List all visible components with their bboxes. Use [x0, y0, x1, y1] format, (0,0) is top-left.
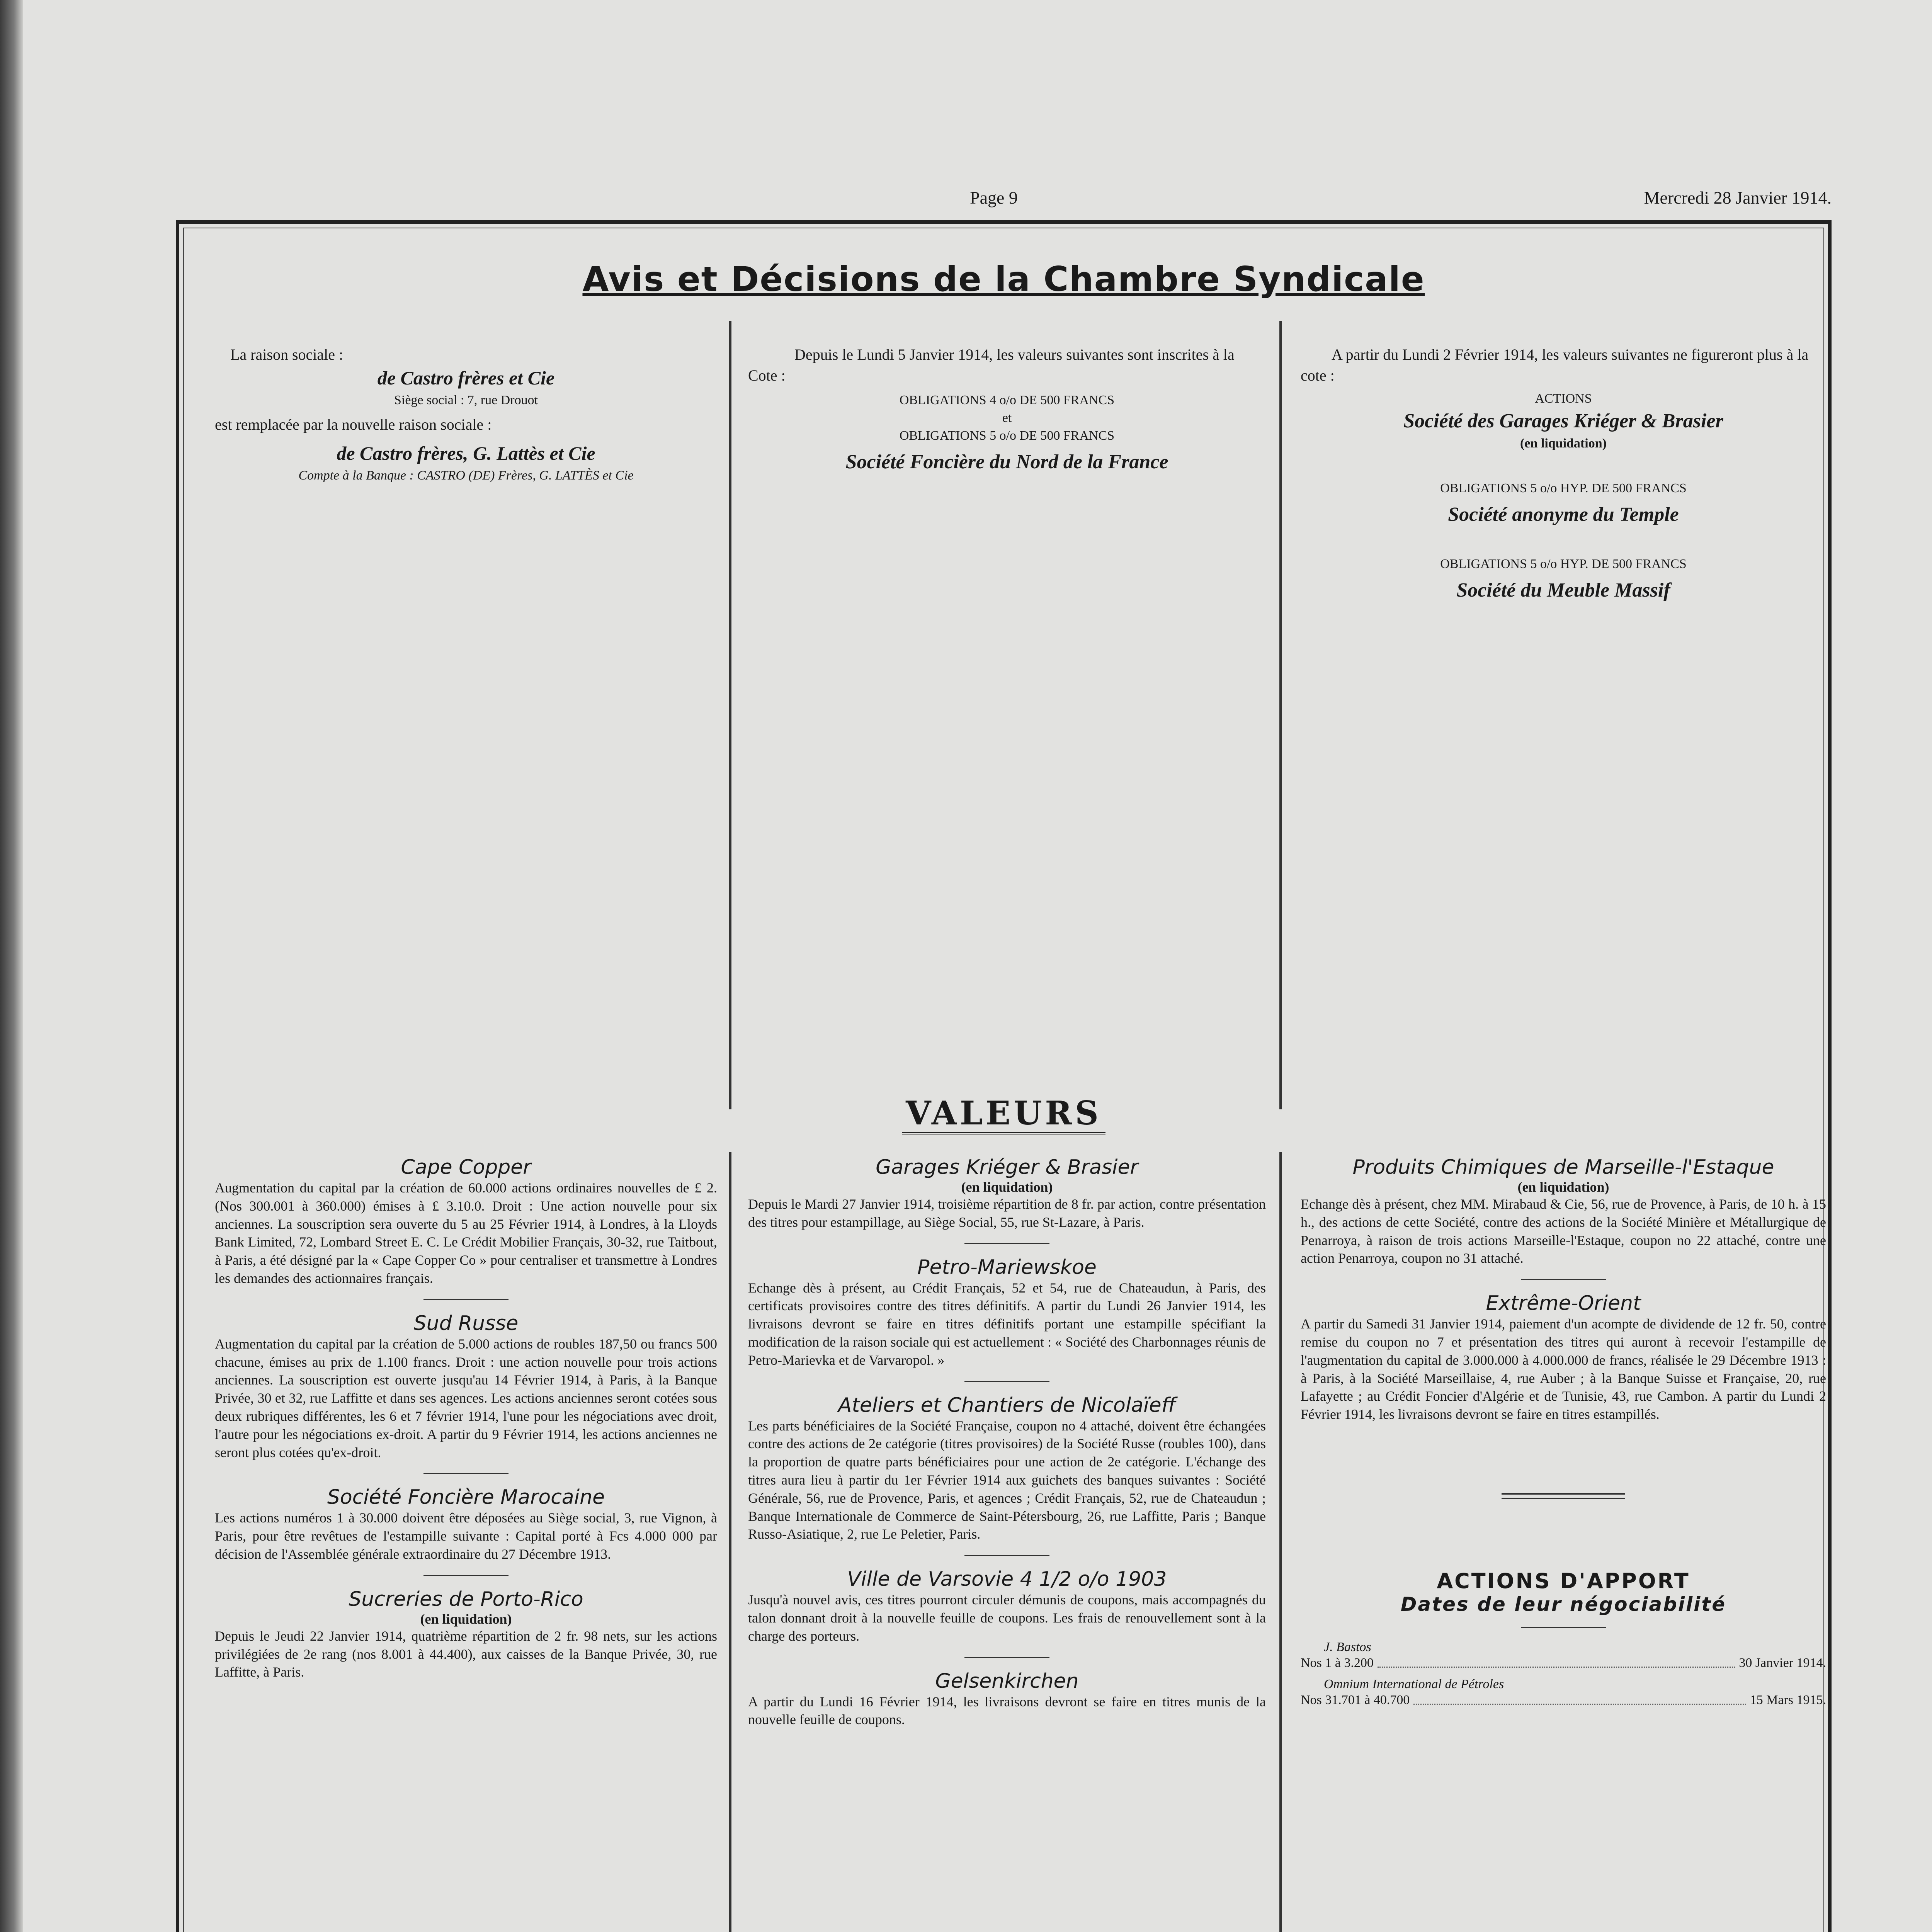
article-body: Jusqu'à nouvel avis, ces titres pourront circuler démunis de coupons, mais accompagnés du talon donnant droit à la nouvelle feuille de coupons. Les frais de renouvellement sont à la charge des porteurs. — [748, 1592, 1266, 1644]
separator — [964, 1555, 1049, 1556]
avis-col-1 — [215, 344, 717, 485]
article-sub: (en liquidation) — [420, 1611, 512, 1627]
article-body: Augmentation du capital par la création de 5.000 actions de roubles 187,50 ou francs 500 chacune, émises au prix de 1.100 francs. Droit : une action nouvelle pour trois actions anciennes. La souscription est ouverte jusqu'au 14 Février 1914, à Paris, à la Banque Privée, 30 et 32, rue Laffitte et dans ses agences. Les actions anciennes seront cotées sous deux rubriques différentes, les 6 et 7 février 1914, l'une pour les négociations avec droit, l'autre pour les négociations ex-droit. A partir du 9 Février 1914, les actions anciennes ne seront plus cotées qu'ex-droit. — [215, 1336, 717, 1460]
avis-text: (en liquidation) — [1520, 436, 1607, 451]
apport-row — [1301, 1655, 1826, 1672]
apport-list — [1301, 1640, 1826, 1709]
column-rule — [729, 1152, 731, 1932]
avis-text: OBLIGATIONS 5 o/o DE 500 FRANCS — [899, 428, 1115, 443]
separator — [423, 1575, 509, 1576]
separator — [423, 1299, 509, 1300]
page-number: Page 9 — [970, 188, 1018, 207]
avis-text: Compte à la Banque : CASTRO (DE) Frères, G. LATTÈS et Cie — [298, 468, 634, 483]
apport-company: Omnium International de Pétroles — [1324, 1677, 1504, 1692]
avis-text: OBLIGATIONS 5 o/o HYP. DE 500 FRANCS — [1440, 557, 1687, 571]
article-body: Augmentation du capital par la création de 60.000 actions ordinaires nouvelles de £ 2. (Nos 300.001 à 360.000) émises à £ 3.10.0. Droit : Une action nouvelle pour six anciennes. La souscription sera ouverte du 5 au 25 Février 1914, à Londres, à la Lloyds Bank Limited, 72, Lombard Street E. C. Le Crédit Mobilier Français, 30-32, rue Taitbout, à Paris, a été désigné par la « Cape Copper Co » pour centraliser et transmettre à Londres les demandes des actionnaires français. — [215, 1180, 717, 1286]
article-heading: Petro-Mariewskoe — [917, 1255, 1097, 1279]
separator — [964, 1657, 1049, 1658]
article-heading: Cape Copper — [401, 1156, 531, 1179]
article-body: Echange dès à présent, chez MM. Mirabaud & Cie, 56, rue de Provence, à Paris, de 10 h. à 15 h., des actions de cette Société, contre des actions de la Société Minière et Métallurgique de Penarroya, à raison de trois actions Marseille-l'Estaque, coupon no 22 attaché, contre une action Penarroya, coupon no 31 attaché. — [1301, 1196, 1826, 1266]
apport-row — [1301, 1692, 1826, 1709]
avis-company: de Castro frères, G. Lattès et Cie — [337, 442, 595, 464]
avis-text: La raison sociale : — [230, 346, 344, 363]
avis-text: Siège social : 7, rue Drouot — [394, 393, 538, 407]
article-heading: Garages Kriéger & Brasier — [876, 1156, 1138, 1179]
article-heading: Sud Russe — [413, 1311, 519, 1335]
avis-company: Société du Meuble Massif — [1456, 579, 1670, 601]
avis-company: Société Foncière du Nord de la France — [845, 451, 1168, 473]
article-body: Les actions numéros 1 à 30.000 doivent être déposées au Siège social, 3, rue Vignon, à Paris, pour être revêtues de l'estampille suivante : Capital porté à Fcs 4.000 000 par décision de l'Assemblée générale extraordinaire du 27 Décembre 1913. — [215, 1510, 717, 1562]
column-rule — [729, 321, 731, 1109]
avis-text: A partir du Lundi 2 Février 1914, les valeurs suivantes ne figureront plus à la cote : — [1301, 346, 1809, 384]
separator — [964, 1243, 1049, 1244]
separator — [1521, 1279, 1606, 1280]
valeurs-col-1 — [215, 1156, 717, 1681]
avis-col-2 — [748, 344, 1266, 476]
leader-dots — [1378, 1655, 1735, 1668]
article-heading: Extrême-Orient — [1486, 1292, 1641, 1315]
article-heading: Ateliers et Chantiers de Nicolaïeff — [838, 1393, 1176, 1417]
apport-numbers: Nos 31.701 à 40.700 — [1301, 1693, 1410, 1708]
avis-text: et — [1002, 410, 1012, 425]
article-body: Depuis le Mardi 27 Janvier 1914, troisième répartition de 8 fr. par action, contre présentation des titres pour estampillage, au Siège Social, 55, rue St-Lazare, à Paris. — [748, 1196, 1266, 1230]
apport-date: 30 Janvier 1914. — [1739, 1655, 1826, 1670]
valeurs-title-text: VALEURS — [902, 1094, 1105, 1134]
article-body: Depuis le Jeudi 22 Janvier 1914, quatrième répartition de 2 fr. 98 nets, sur les actions privilégiées de 2e rang (nos 8.001 à 44.400), aux caisses de la Banque Privée, 30, rue Laffitte, à Paris. — [215, 1628, 717, 1680]
article-heading: Ville de Varsovie 4 1/2 o/o 1903 — [847, 1568, 1167, 1591]
avis-text: Depuis le Lundi 5 Janvier 1914, les valeurs suivantes sont inscrites à la Cote : — [748, 346, 1235, 384]
apport-subtitle: Dates de leur négociabilité — [1400, 1593, 1726, 1616]
page-frame — [176, 220, 1832, 1932]
apport-company: J. Bastos — [1324, 1639, 1371, 1654]
avis-company: Société anonyme du Temple — [1448, 503, 1679, 526]
article-heading: Sucreries de Porto-Rico — [349, 1587, 583, 1611]
article-body: Les parts bénéficiaires de la Société Française, coupon no 4 attaché, doivent être échangées contre des actions de 2e catégorie (titres provisoires) de la Société Russe (roubles 100), dans la proportion de quatre parts bénéficiaires pour une action de 2e catégorie. L'échange des titres aura lieu à partir du 1er Février 1914 aux guichets des banques suivantes : Société Générale, 56, rue de Provence, Paris, et agences ; Crédit Français, 52, rue de Chateaudun ; Banque Internationale de Commerce de Saint-Pétersbourg, 26, rue Laffitte, Paris ; Banque Russo-Asiatique, 2, rue Le Peletier, Paris. — [748, 1418, 1266, 1542]
article-sub: (en liquidation) — [1517, 1179, 1609, 1195]
article-body: Echange dès à présent, au Crédit Français, 52 et 54, rue de Chateaudun, à Paris, des certificats provisoires contre des titres définitifs. A partir du Lundi 26 Janvier 1914, les livraisons devront se faire en titres définitifs portant une estampille spécifiant la modification de la raison sociale qui est actuellement : « Société des Charbonnages réunis de Petro-Marievka et de Varvaropol. » — [748, 1280, 1266, 1368]
separator — [423, 1473, 509, 1474]
avis-text: ACTIONS — [1535, 391, 1592, 406]
valeurs-col-2 — [748, 1156, 1266, 1729]
page-header — [178, 187, 1832, 214]
avis-title: Avis et Décisions de la Chambre Syndicale — [582, 259, 1425, 299]
leader-dots — [1413, 1692, 1746, 1705]
article-body: A partir du Lundi 16 Février 1914, les livraisons devront se faire en titres munis de la nouvelle feuille de coupons. — [748, 1694, 1266, 1728]
avis-company: de Castro frères et Cie — [377, 367, 555, 389]
article-body: A partir du Samedi 31 Janvier 1914, paiement d'un acompte de dividende de 12 fr. 50, contre remise du coupon no 7 et présentation des titres qui auront à recevoir l'estampille de l'augmentation du capital de 3.000.000 à 4.000.000 de francs, réalisée le 29 Décembre 1913 : à Paris, à la Société Marseillaise, 4, rue Auber ; à la Banque Suisse et Française, 20, rue Lafayette ; au Crédit Foncier d'Algérie et de Tunisie, 43, rue Cambon. A partir du Lundi 2 Février 1914, les livraisons devront se faire en titres estampillés. — [1301, 1316, 1826, 1422]
scan-binding-left — [0, 0, 23, 1932]
page-frame-inner — [183, 228, 1824, 1932]
column-rule — [1279, 321, 1282, 1109]
apport-title: ACTIONS D'APPORT — [1437, 1568, 1690, 1593]
separator — [1502, 1493, 1625, 1499]
separator — [1521, 1627, 1606, 1628]
valeurs-col-3 — [1301, 1156, 1826, 1709]
avis-col-3 — [1301, 344, 1826, 604]
column-rule — [1279, 1152, 1282, 1932]
valeurs-title — [184, 1094, 1823, 1132]
avis-text: est remplacée par la nouvelle raison sociale : — [215, 416, 492, 434]
avis-company: Société des Garages Kriéger & Brasier — [1403, 410, 1723, 432]
avis-text: OBLIGATIONS 4 o/o DE 500 FRANCS — [899, 393, 1115, 407]
apport-numbers: Nos 1 à 3.200 — [1301, 1655, 1374, 1670]
article-heading: Société Foncière Marocaine — [327, 1486, 605, 1509]
avis-text: OBLIGATIONS 5 o/o HYP. DE 500 FRANCS — [1440, 481, 1687, 495]
article-heading: Gelsenkirchen — [935, 1669, 1079, 1693]
article-sub: (en liquidation) — [961, 1179, 1053, 1195]
separator — [964, 1381, 1049, 1382]
issue-date: Mercredi 28 Janvier 1914. — [1644, 188, 1832, 207]
apport-date: 15 Mars 1915. — [1750, 1693, 1826, 1708]
article-heading: Produits Chimiques de Marseille-l'Estaque — [1352, 1156, 1774, 1179]
